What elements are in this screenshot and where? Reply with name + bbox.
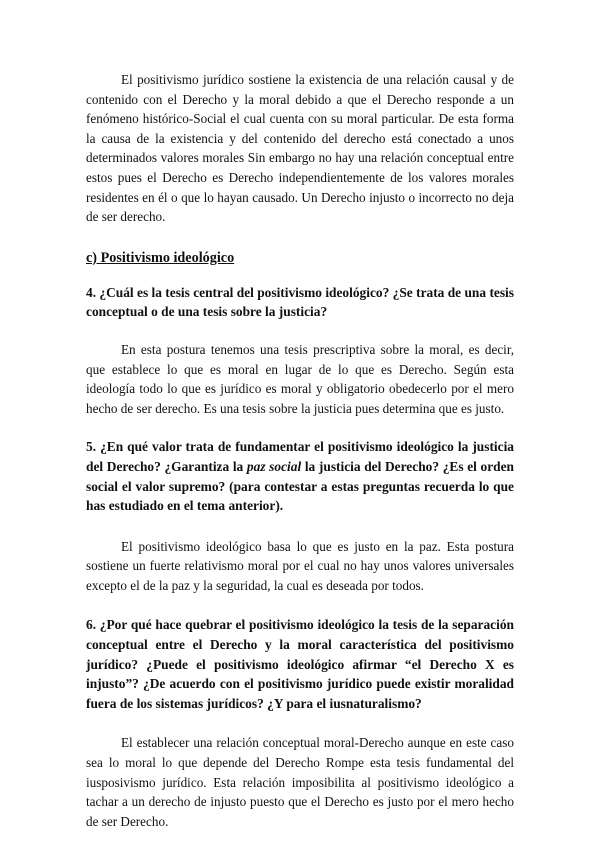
- document-body: [86, 70, 514, 831]
- answer-6: El establecer una relación conceptual moral-Derecho aunque en este caso sea lo moral lo que depende del Derecho Rompe esta tesis fundamental del iusposivismo jurídico. Esta relación imposibilita al positivismo ideológico a tachar a un derecho de injusto puesto que el Derecho es justo por el mero hecho de ser Derecho.: [86, 735, 514, 829]
- section-heading: c) Positivismo ideológico: [86, 249, 235, 266]
- question-6: 6. ¿Por qué hace quebrar el positivismo ideológico la tesis de la separación conceptual entre el Derecho y la moral característica del positivismo jurídico? ¿Puede el positivismo ideológico afirmar “el Derecho X es injusto”? ¿De acuerdo con el positivismo jurídico puede existir moralidad fuera de los sistemas jurídicos? ¿Y para el iusnaturalismo?: [86, 617, 514, 711]
- question-5-italic-term: paz social: [246, 458, 302, 474]
- question-5-text-end: la justicia del Derecho? ¿Es el orden social el valor supremo? (para contestar a estas preguntas recuerda lo que has estudiado en el tema anterior).: [86, 458, 514, 514]
- answer-5: El positivismo ideológico basa lo que es justo en la paz. Esta postura sostiene un fuerte relativismo moral por el cual no hay unos valores universales excepto el de la paz y la seguridad, la cual es deseada por todos.: [86, 538, 514, 593]
- question-5-text-start: 5. ¿En qué valor trata de fundamentar el positivismo ideológico la justicia del Derecho? ¿Garantiza la: [86, 439, 514, 474]
- question-4: 4. ¿Cuál es la tesis central del positivismo ideológico? ¿Se trata de una tesis conceptual o de una tesis sobre la justicia?: [86, 284, 514, 320]
- question-5: [86, 437, 514, 515]
- answer-4: En esta postura tenemos una tesis prescriptiva sobre la moral, es decir, que establece lo que es moral en lugar de lo que es Derecho. Según esta ideología todo lo que es jurídico es moral y obligatorio obedecerlo por el mero hecho de ser derecho. Es una tesis sobre la justicia pues determina que es justo.: [86, 341, 514, 416]
- intro-paragraph: El positivismo jurídico sostiene la existencia de una relación causal y de contenido con el Derecho y la moral debido a que el Derecho responde a un fenómeno histórico-Social el cual cuenta con su moral particular. De esta forma la causa de la existencia y del contenido del derecho está conectado a unos determinados valores morales Sin embargo no hay una relación conceptual entre estos pues el Derecho es Derecho independientemente de los valores morales residentes en él o que lo hayan causado. Un Derecho injusto o incorrecto no deja de ser derecho.: [86, 72, 514, 225]
